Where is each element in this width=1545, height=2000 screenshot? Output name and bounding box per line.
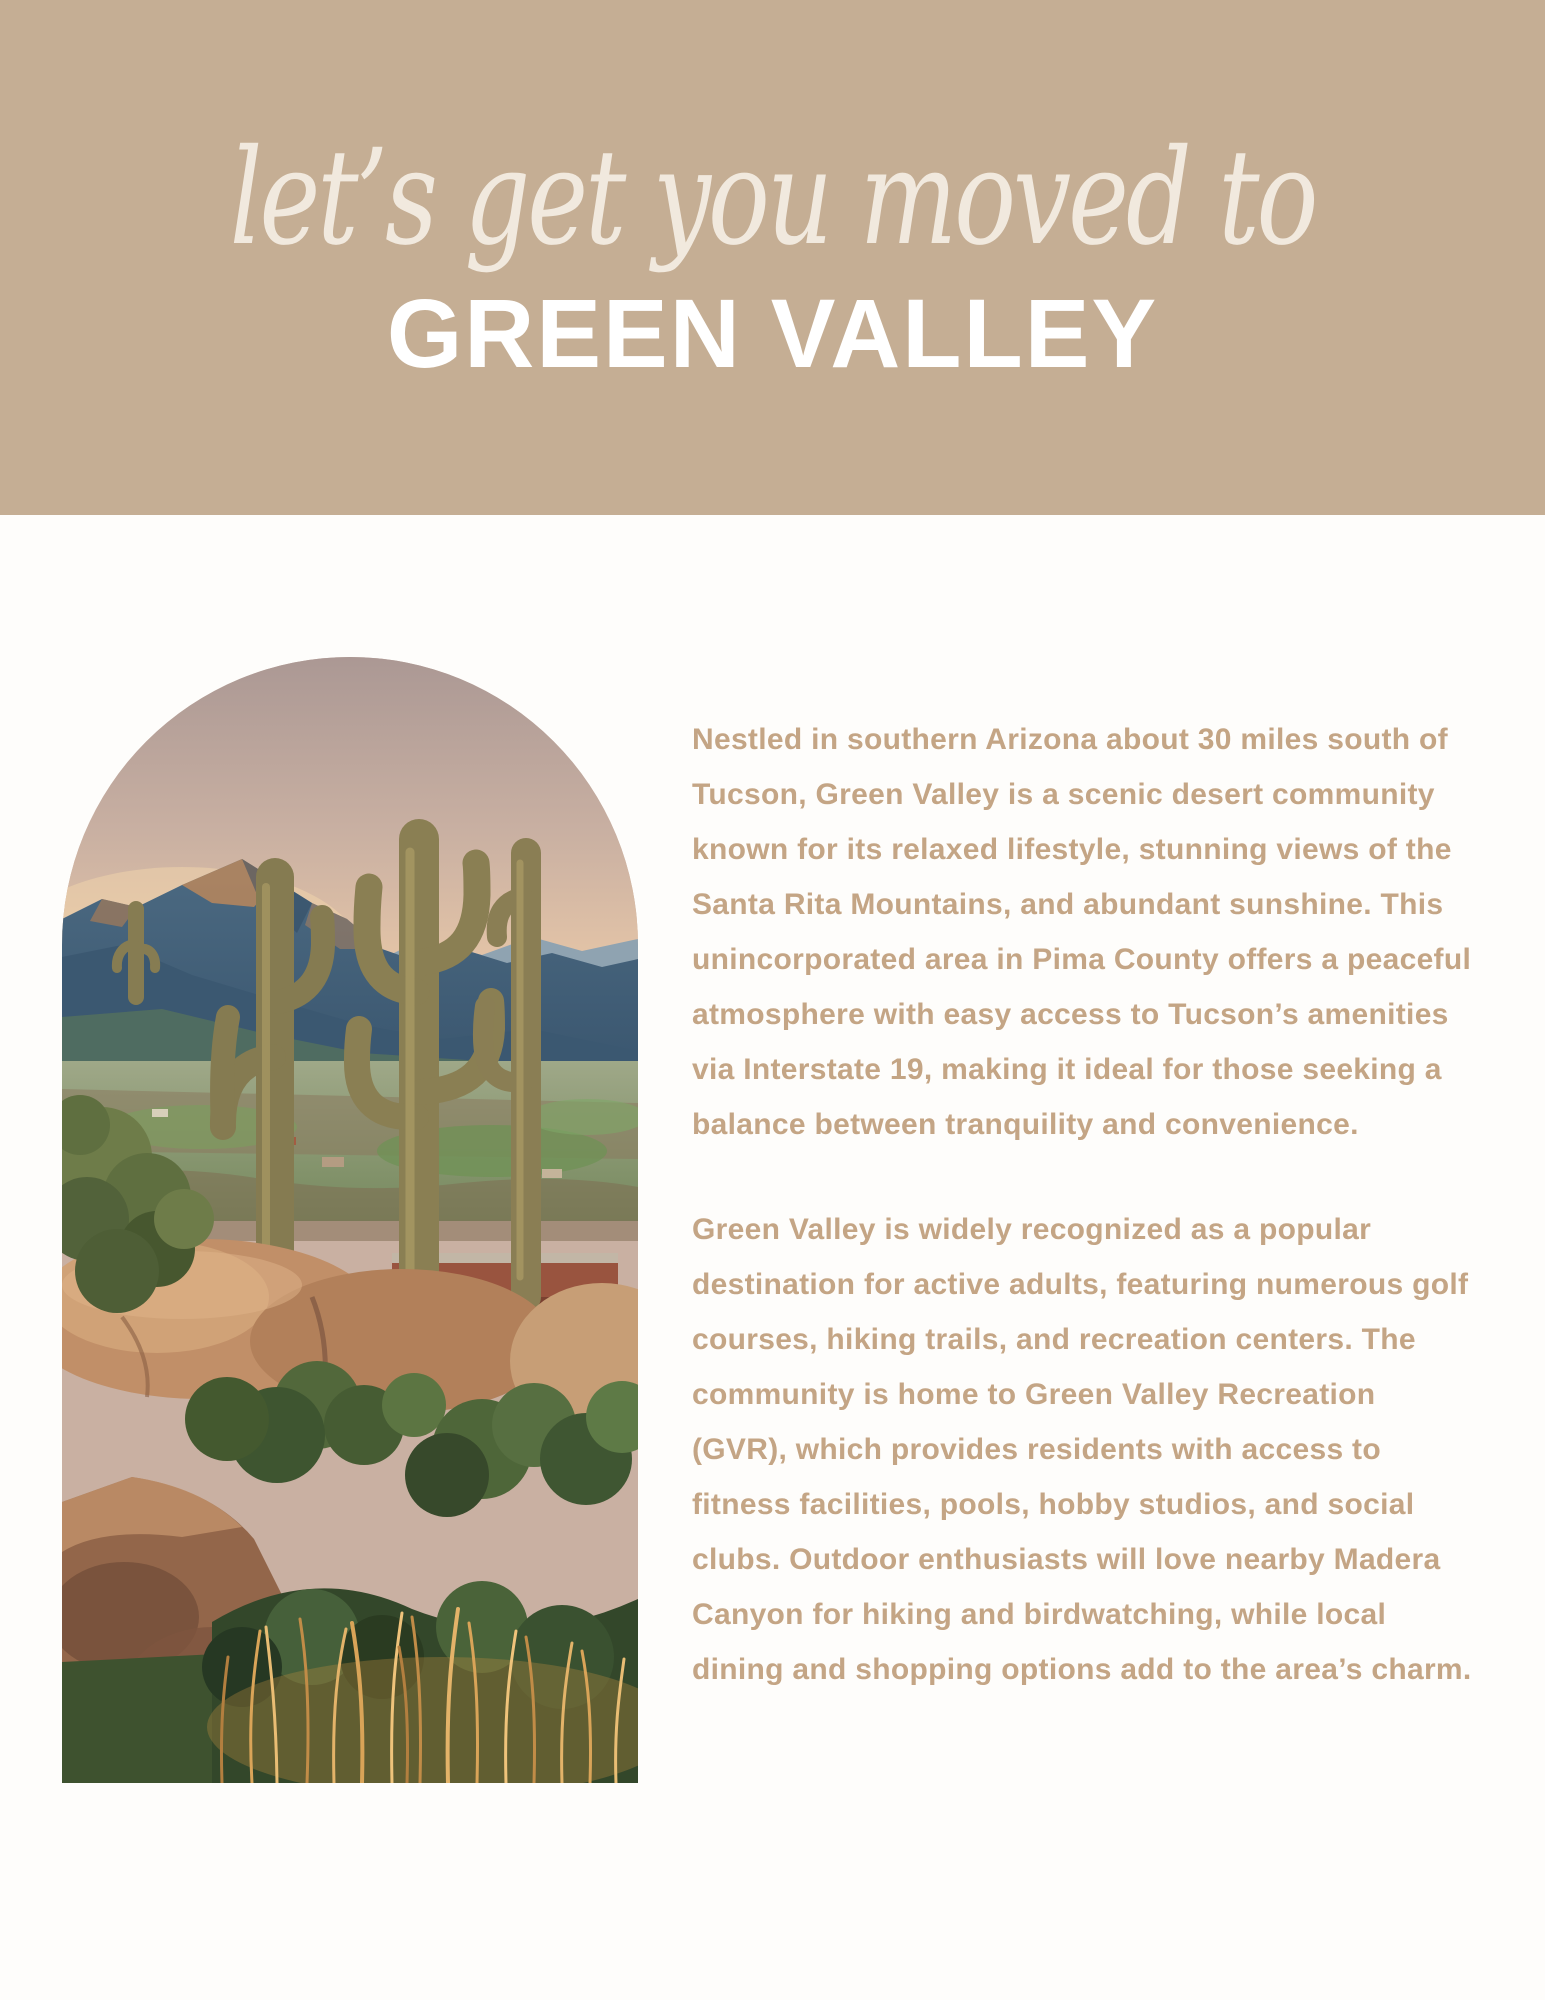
page-title: GREEN VALLEY — [386, 279, 1159, 388]
paragraph-about-recreation: Green Valley is widely recognized as a popular destination for active adults, featuring numerous golf courses, hiking trails, and recreation centers. The community is home to Green Valley Recreation (GVR), which provides residents with access to fitness facilities, pools, hobby studios, and social clubs. Outdoor enthusiasts will love nearby Madera Canyon for hiking and birdwatching, while local dining and shopping options add to the area’s charm. — [692, 1213, 1472, 1686]
body-copy — [692, 712, 1472, 1697]
header-script: let’s get you moved to — [229, 121, 1316, 275]
desert-scene-illustration — [62, 657, 638, 1783]
paragraph-about-location: Nestled in southern Arizona about 30 miles south of Tucson, Green Valley is a scenic desert community known for its relaxed lifestyle, stunning views of the Santa Rita Mountains, and abundant sunshine. This unincorporated area in Pima County offers a peaceful atmosphere with easy access to Tucson’s amenities via Interstate 19, making it ideal for those seeking a balance between tranquility and convenience. — [692, 723, 1472, 1141]
arch-photo — [62, 657, 638, 1783]
